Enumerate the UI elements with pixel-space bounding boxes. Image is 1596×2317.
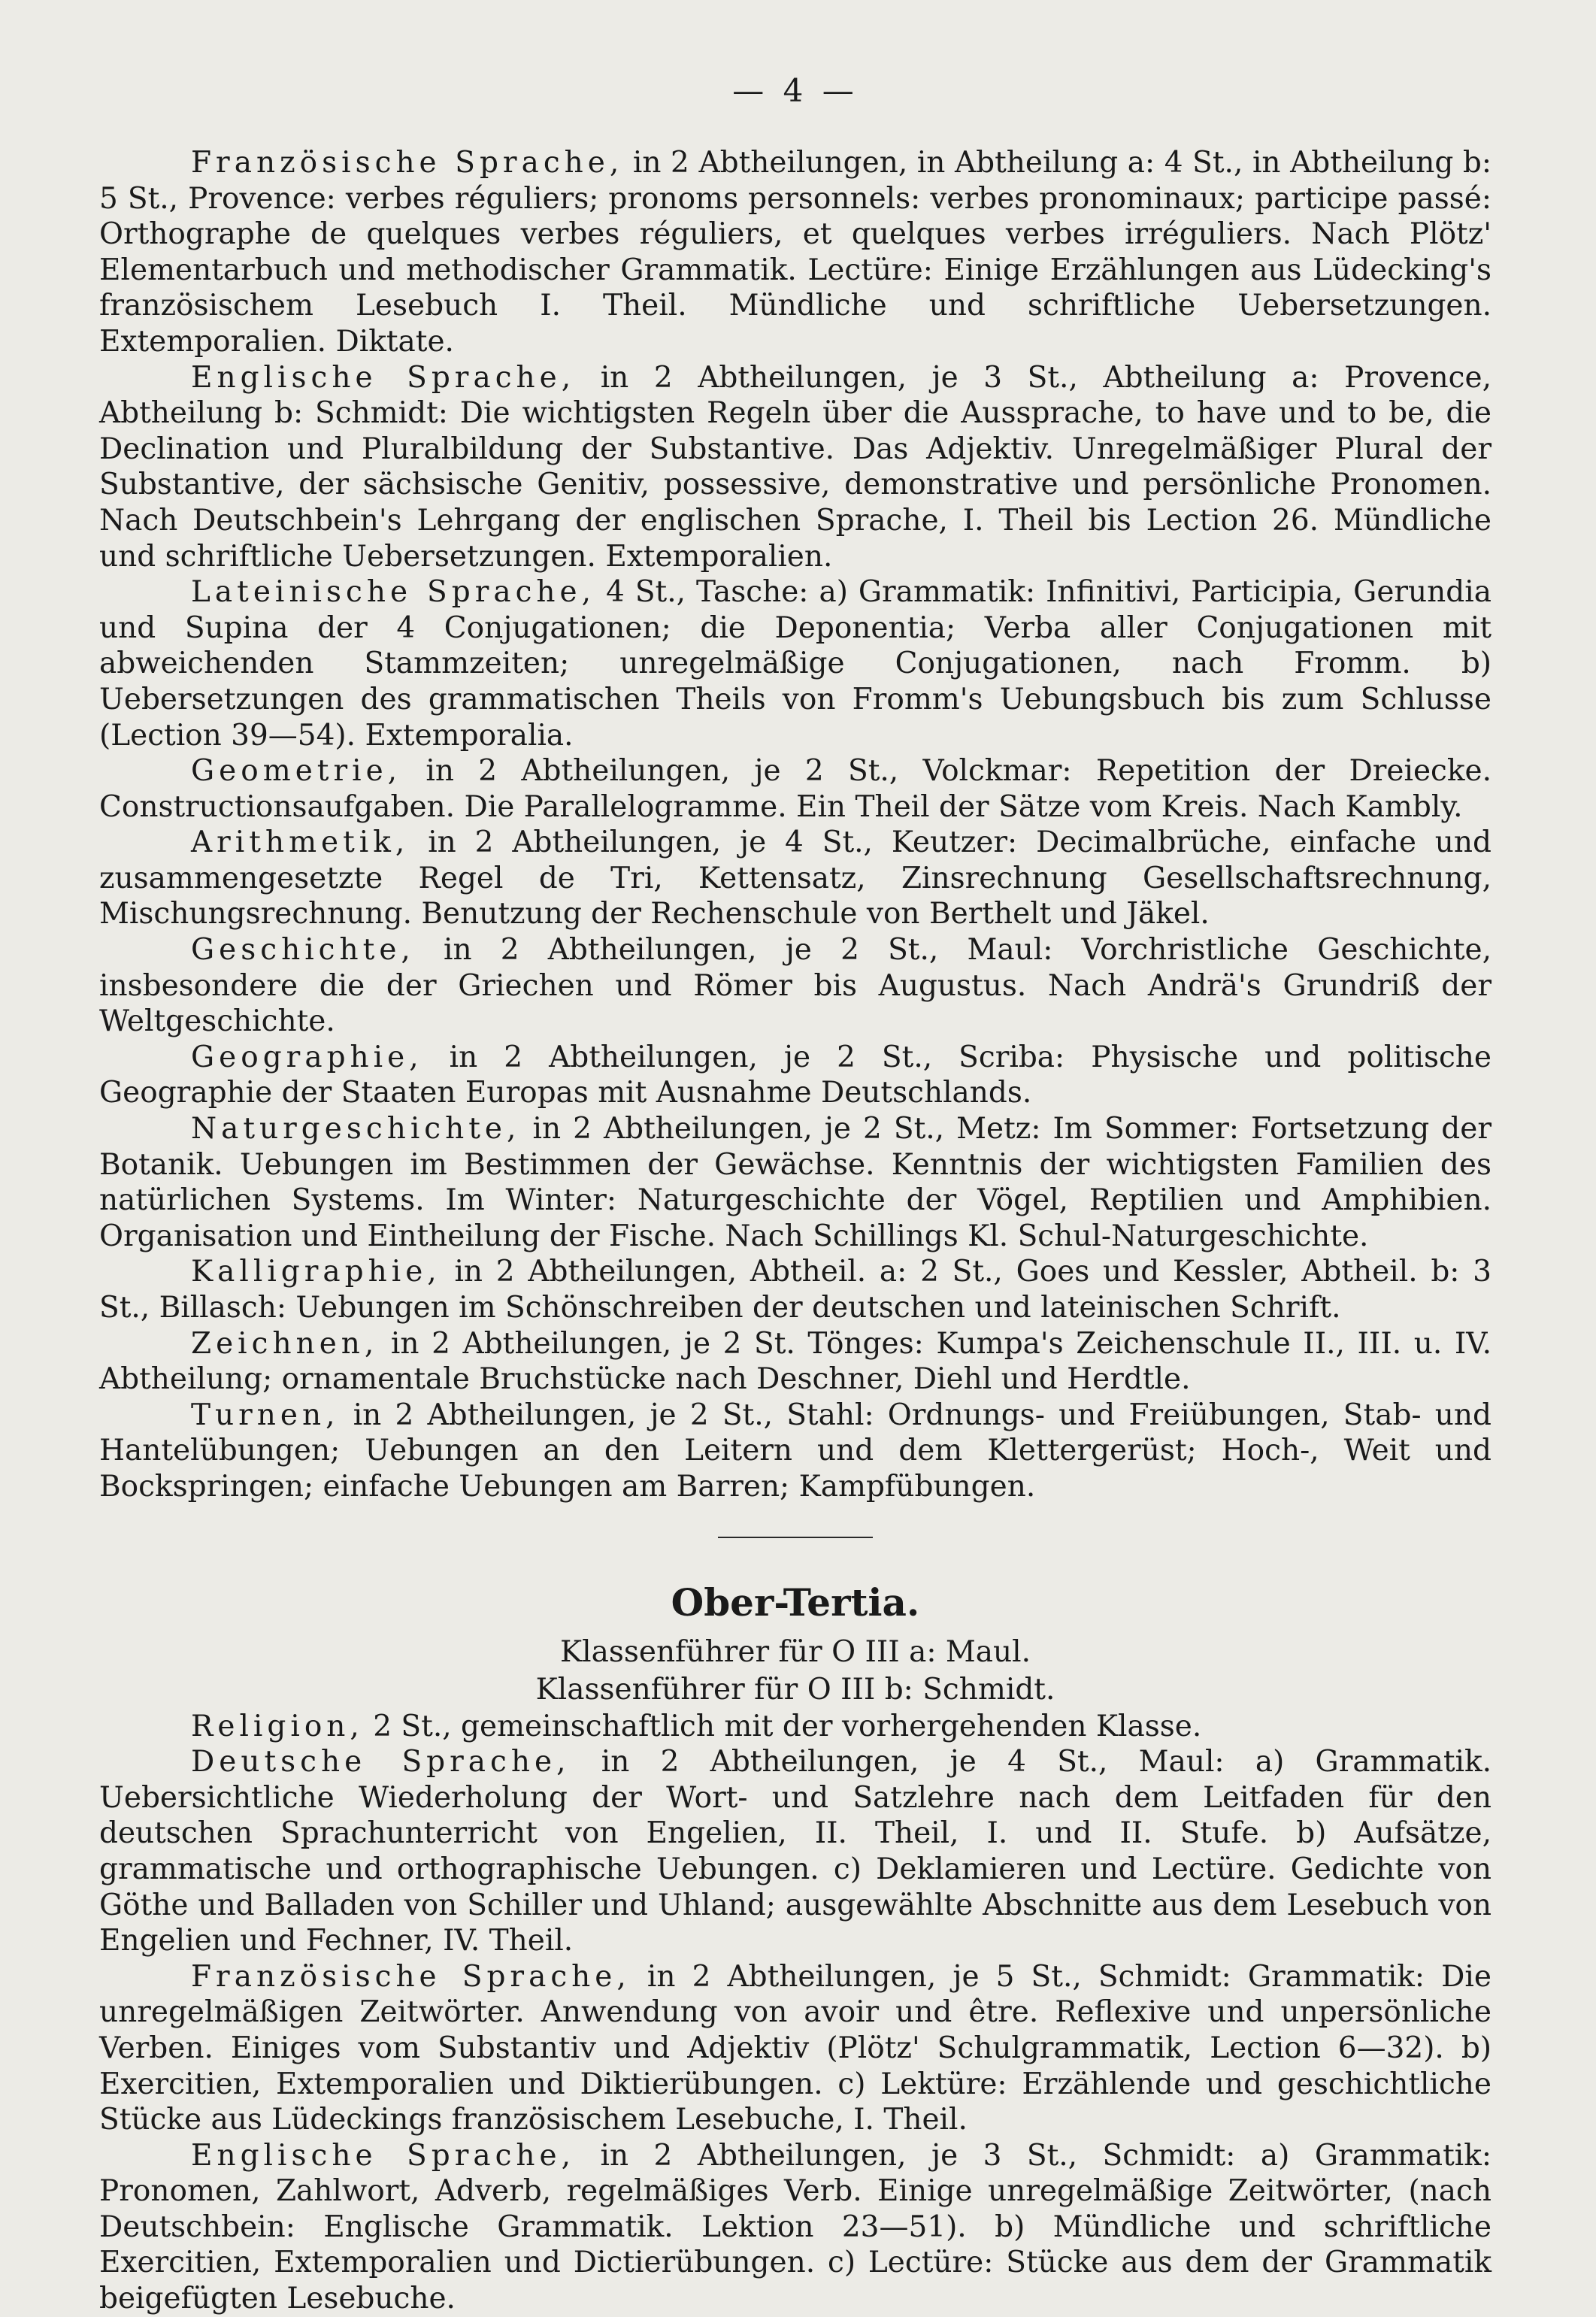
class-leader-a: Klassenführer für O III a: Maul. (559, 1634, 1031, 1669)
paragraph-religion: Religion, 2 St., gemeinschaftlich mit der vorhergehenden Klasse. (191, 1709, 1202, 1743)
paragraph-deutsch: Deutsche Sprache, in 2 Abtheilungen, je 4 St., Maul: a) Grammatik. Uebersichtliche Wiederholung der Wort- und Satzlehre nach dem Leitfaden für den deutschen Sprachunterricht von Engelien, II. Theil, I. und II. Stufe. b) Aufsätze, grammatische und orthographische Uebungen. c) Deklamieren und Lectüre. Gedichte von Göthe und Balladen von Schiller und Uhland; ausgewählte Abschnitte aus dem Lesebuch von Engelien und Fechner, IV. Theil. (99, 1745, 1492, 1958)
paragraph-arithmetik: Arithmetik, in 2 Abtheilungen, je 4 St., Keutzer: Decimalbrüche, einfache und zusammengesetzte Regel de Tri, Kettensatz, Zinsrechnung Gesellschaftsrechnung, Mischungsrechnung. Benutzung der Rechenschule von Berthelt und Jäkel. (99, 825, 1492, 931)
class-leader-b: Klassenführer für O III b: Schmidt. (535, 1672, 1055, 1707)
paragraph-franzoesisch-1: Französische Sprache, in 2 Abtheilungen, in Abtheilung a: 4 St., in Abtheilung b: 5 St., Provence: verbes réguliers; pronoms personnels: verbes pronominaux; participe passé: Orthographe de quelques verbes réguliers, et quelques verbes irréguliers. Nach Plötz' Elementarbuch und methodischer Grammatik. Lectüre: Einige Erzählungen aus Lüdecking's französischem Lesebuch I. Theil. Mündliche und schriftliche Uebersetzungen. Extemporalien. Diktate. (99, 146, 1492, 359)
paragraph-turnen: Turnen, in 2 Abtheilungen, je 2 St., Stahl: Ordnungs- und Freiübungen, Stab- und Hantelübungen; Uebungen an den Leitern und dem Klettergerüst; Hoch-, Weit und Bockspringen; einfache Uebungen am Barren; Kampfübungen. (99, 1398, 1492, 1504)
paragraph-latein: Lateinische Sprache, 4 St., Tasche: a) Grammatik: Infinitivi, Participia, Gerundia und Supina der 4 Conjugationen; die Deponentia; Verba aller Conjugationen mit abweichenden Stammzeiten; unregelmäßige Conjugationen, nach Fromm. b) Uebersetzungen des grammatischen Theils von Fromm's Uebungsbuch bis zum Schlusse (Lection 39—54). Extemporalia. (99, 575, 1492, 753)
section-divider (718, 1537, 873, 1538)
paragraph-englisch-2: Englische Sprache, in 2 Abtheilungen, je 3 St., Schmidt: a) Grammatik: Pronomen, Zahlwort, Adverb, regelmäßiges Verb. Einige unregelmäßige Zeitwörter, (nach Deutschbein: Englische Grammatik. Lektion 23—51). b) Mündliche und schriftliche Exercitien, Extemporalien und Dictierübungen. c) Lectüre: Stücke aus dem der Grammatik beigefügten Lesebuche. (99, 2138, 1492, 2316)
paragraph-franzoesisch-2: Französische Sprache, in 2 Abtheilungen, je 5 St., Schmidt: Grammatik: Die unregelmäßigen Zeitwörter. Anwendung von avoir und être. Reflexive und unpersönliche Verben. Einiges vom Substantiv und Adjektiv (Plötz' Schulgrammatik, Lection 6—32). b) Exercitien, Extemporalien und Diktierübungen. c) Lektüre: Erzählende und geschichtliche Stücke aus Lüdeckings französischem Lesebuche, I. Theil. (99, 1959, 1492, 2137)
paragraph-geschichte: Geschichte, in 2 Abtheilungen, je 2 St., Maul: Vorchristliche Geschichte, insbesondere die der Griechen und Römer bis Augustus. Nach Andrä's Grundriß der Weltgeschichte. (99, 933, 1492, 1039)
paragraph-geographie: Geographie, in 2 Abtheilungen, je 2 St., Scriba: Physische und politische Geographie der Staaten Europas mit Ausnahme Deutschlands. (99, 1040, 1492, 1110)
paragraph-zeichnen: Zeichnen, in 2 Abtheilungen, je 2 St. Tönges: Kumpa's Zeichenschule II., III. u. IV. Abtheilung; ornamentale Bruchstücke nach Deschner, Diehl und Herdtle. (99, 1326, 1492, 1397)
document-page (99, 72, 1492, 2317)
paragraph-kalligraphie: Kalligraphie, in 2 Abtheilungen, Abtheil. a: 2 St., Goes und Kessler, Abtheil. b: 3 St., Billasch: Uebungen im Schönschreiben der deutschen und lateinischen Schrift. (99, 1255, 1492, 1325)
paragraph-geometrie: Geometrie, in 2 Abtheilungen, je 2 St., Volckmar: Repetition der Dreiecke. Constructionsaufgaben. Die Parallelogramme. Ein Theil der Sätze vom Kreis. Nach Kambly. (99, 754, 1492, 824)
paragraph-naturgeschichte: Naturgeschichte, in 2 Abtheilungen, je 2 St., Metz: Im Sommer: Fortsetzung der Botanik. Uebungen im Bestimmen der Gewächse. Kenntnis der wichtigsten Familien des natürlichen Systems. Im Winter: Naturgeschichte der Vögel, Reptilien und Amphibien. Organisation und Eintheilung der Fische. Nach Schillings Kl. Schul-Naturgeschichte. (99, 1112, 1492, 1253)
page-number: — 4 — (732, 72, 859, 109)
curriculum-part-1 (99, 145, 1492, 1505)
curriculum-part-2 (99, 1709, 1492, 2317)
section-title: Ober-Tertia. (671, 1579, 920, 1625)
paragraph-englisch-1: Englische Sprache, in 2 Abtheilungen, je 3 St., Abtheilung a: Provence, Abtheilung b: Schmidt: Die wichtigsten Regeln über die Aussprache, to have und to be, die Declination und Pluralbildung der Substantive. Das Adjektiv. Unregelmäßiger Plural der Substantive, der sächsische Genitiv, possessive, demonstrative und persönliche Pronomen. Nach Deutschbein's Lehrgang der englischen Sprache, I. Theil bis Lection 26. Mündliche und schriftliche Uebersetzungen. Extemporalien. (99, 360, 1492, 574)
